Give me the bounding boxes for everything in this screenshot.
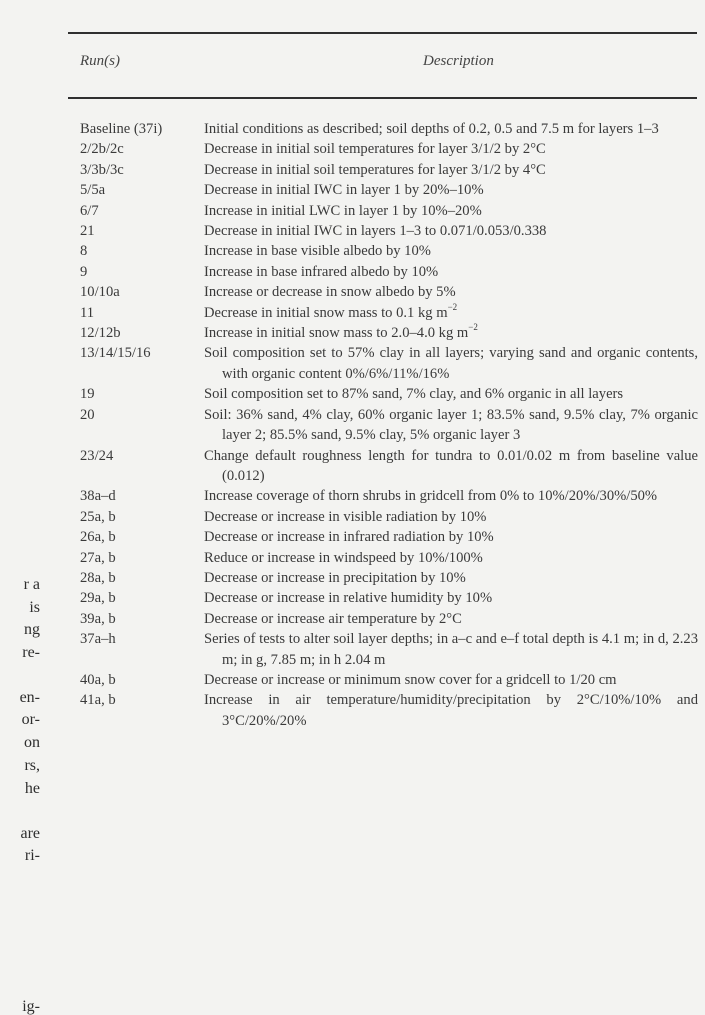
superscript-exponent: −2 bbox=[447, 301, 458, 312]
run-id: 8 bbox=[80, 243, 88, 260]
run-description: Decrease or increase in infrared radiation by 10% bbox=[204, 529, 494, 546]
margin-fragment: re- bbox=[22, 644, 40, 661]
run-id: 40a, b bbox=[80, 671, 116, 688]
run-id: 9 bbox=[80, 263, 88, 280]
run-description: Series of tests to alter soil layer depths; in a–c and e–f total depth is 4.1 m; in d, 2.23 m; in g, 7.85 m; in h 2.04 m bbox=[204, 631, 698, 668]
run-id: Baseline (37i) bbox=[80, 121, 163, 137]
run-id: 20 bbox=[80, 406, 95, 423]
table-row bbox=[80, 160, 698, 180]
table-row bbox=[80, 323, 698, 343]
margin-fragment: is bbox=[29, 599, 40, 616]
margin-fragment: r a bbox=[23, 576, 40, 593]
run-description: Decrease in initial IWC in layers 1–3 to 0.071/0.053/0.338 bbox=[204, 223, 547, 240]
margin-fragment: he bbox=[24, 780, 40, 797]
column-header-runs: Run(s) bbox=[80, 53, 120, 69]
run-description: Decrease in initial snow mass to 0.1 kg $m^{-2}$ bbox=[204, 301, 458, 321]
table-row bbox=[80, 119, 698, 139]
column-header-description: Description bbox=[423, 53, 494, 69]
table-row bbox=[80, 303, 698, 323]
table-row bbox=[80, 609, 698, 629]
table-row bbox=[80, 588, 698, 608]
table-row bbox=[80, 201, 698, 221]
run-id: 12/12b bbox=[80, 325, 121, 342]
run-id: 2/2b/2c bbox=[80, 141, 124, 158]
table-row bbox=[80, 486, 698, 506]
margin-fragment: ri- bbox=[24, 847, 40, 864]
run-description: Soil: 36% sand, 4% clay, 60% organic layer 1; 83.5% sand, 9.5% clay, 7% organic layer 2; 85.5% sand, 9.5% clay, 5% organic layer 3 bbox=[204, 406, 698, 444]
run-description: Decrease or increase in precipitation by 10% bbox=[204, 569, 466, 586]
run-id: 5/5a bbox=[80, 182, 106, 199]
table-top-rule bbox=[68, 32, 697, 34]
run-id: 11 bbox=[80, 304, 95, 321]
run-description: Initial conditions as described; soil depths of 0.2, 0.5 and 7.5 m for layers 1–3 bbox=[204, 121, 659, 137]
table-row bbox=[80, 629, 698, 670]
margin-fragment: ig- bbox=[22, 998, 40, 1015]
run-description: Increase coverage of thorn shrubs in gridcell from 0% to 10%/20%/30%/50% bbox=[204, 488, 658, 505]
run-description: Change default roughness length for tundra to 0.01/0.02 m from baseline value (0.012) bbox=[204, 447, 698, 484]
run-id: 39a, b bbox=[80, 610, 116, 627]
run-id: 29a, b bbox=[80, 590, 116, 607]
table-row bbox=[80, 139, 698, 159]
run-id: 23/24 bbox=[80, 447, 114, 464]
table-header-rule bbox=[68, 97, 697, 99]
run-description: Decrease or increase or minimum snow cover for a gridcell to 1/20 cm bbox=[204, 671, 617, 688]
table-row bbox=[80, 568, 698, 588]
table-row bbox=[80, 384, 698, 404]
margin-fragment: or- bbox=[21, 711, 40, 728]
table-row bbox=[80, 262, 698, 282]
run-id: 19 bbox=[80, 386, 95, 403]
run-id: 38a–d bbox=[80, 488, 116, 505]
run-description: Decrease or increase in visible radiation by 10% bbox=[204, 508, 487, 525]
superscript-exponent: −2 bbox=[468, 322, 478, 333]
run-id: 6/7 bbox=[80, 202, 99, 219]
run-description: Increase or decrease in snow albedo by 5% bbox=[204, 284, 456, 301]
run-description: Increase in base visible albedo by 10% bbox=[204, 243, 431, 260]
run-id: 28a, b bbox=[80, 569, 116, 586]
margin-fragment: are bbox=[20, 825, 40, 842]
run-description: Soil composition set to 87% sand, 7% clay, and 6% organic in all layers bbox=[204, 386, 624, 403]
table-row bbox=[80, 548, 698, 568]
run-description: Increase in base infrared albedo by 10% bbox=[204, 263, 439, 280]
table-row bbox=[80, 507, 698, 527]
table-row bbox=[80, 241, 698, 261]
run-id: 13/14/15/16 bbox=[80, 345, 151, 362]
margin-fragment: ng bbox=[24, 621, 40, 638]
left-margin-text-fragments bbox=[0, 0, 40, 1015]
table-row bbox=[80, 405, 698, 446]
run-id: 27a, b bbox=[80, 549, 116, 566]
run-id: 41a, b bbox=[80, 692, 116, 709]
sensitivity-runs-table bbox=[80, 119, 698, 731]
run-description: Decrease in initial soil temperatures for layer 3/1/2 by 2°C bbox=[204, 141, 546, 158]
margin-fragment: on bbox=[24, 734, 40, 751]
run-description: Increase in initial LWC in layer 1 by 10%–20% bbox=[204, 202, 482, 219]
margin-fragment: en- bbox=[19, 689, 40, 706]
run-description: Decrease or increase in relative humidity by 10% bbox=[204, 590, 493, 607]
run-id: 25a, b bbox=[80, 508, 116, 525]
run-id: 26a, b bbox=[80, 529, 116, 546]
table-row bbox=[80, 446, 698, 487]
run-id: 37a–h bbox=[80, 631, 116, 648]
table-row bbox=[80, 527, 698, 547]
table-row bbox=[80, 282, 698, 302]
table-row bbox=[80, 221, 698, 241]
run-description: Soil composition set to 57% clay in all layers; varying sand and organic contents, with organic content 0%/6%/11%/16% bbox=[204, 345, 698, 382]
margin-fragment: rs, bbox=[24, 757, 40, 774]
table-row bbox=[80, 690, 698, 731]
run-id: 10/10a bbox=[80, 284, 120, 301]
table-row bbox=[80, 343, 698, 384]
run-description: Decrease or increase air temperature by 2°C bbox=[204, 610, 462, 627]
run-description: Increase in air temperature/humidity/precipitation by 2°C/10%/10% and 3°C/20%/20% bbox=[204, 692, 698, 729]
table-row bbox=[80, 670, 698, 690]
run-description: Reduce or increase in windspeed by 10%/100% bbox=[204, 549, 483, 566]
run-id: 21 bbox=[80, 223, 95, 240]
run-description: Increase in initial snow mass to 2.0–4.0 kg $m^{-2}$ bbox=[204, 322, 478, 342]
run-id: 3/3b/3c bbox=[80, 161, 124, 178]
run-description: Decrease in initial soil temperatures for layer 3/1/2 by 4°C bbox=[204, 161, 546, 178]
table-row bbox=[80, 180, 698, 200]
run-description: Decrease in initial IWC in layer 1 by 20%–10% bbox=[204, 182, 484, 199]
